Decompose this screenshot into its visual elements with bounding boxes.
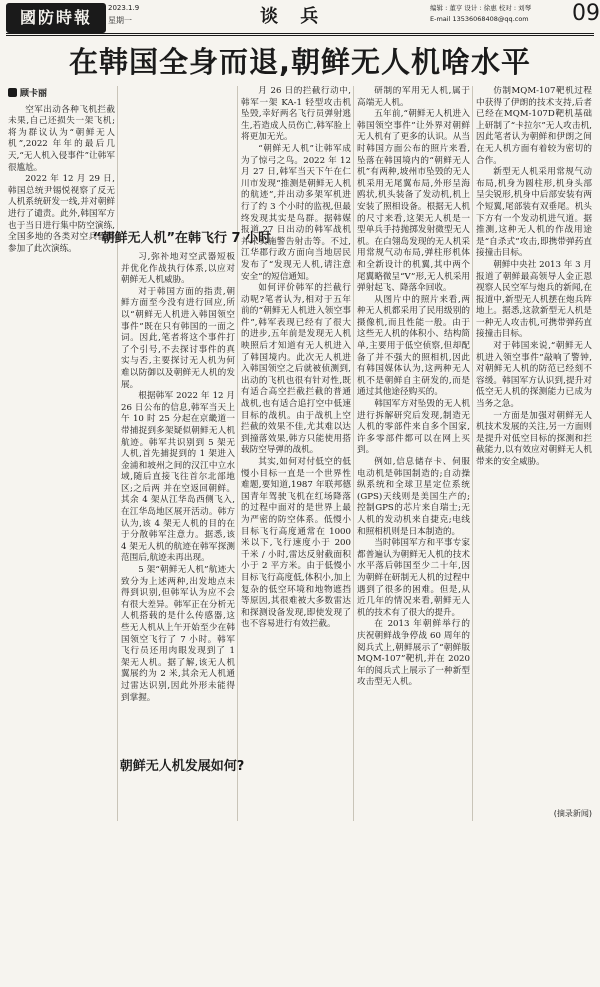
column-divider xyxy=(117,86,118,821)
column-divider xyxy=(237,86,238,821)
page-number: 09 xyxy=(572,1,600,26)
column-5-body xyxy=(476,86,592,469)
paragraph: 从图片中的照片来看,两种无人机都采用了民用级别的摄像机,而且性能一般。由于这些无人机的体积小、结构简单,主要用于低空侦察,但却配备了并不强大的照相机,因此有韩国媒体认为,这两种无人机不是朝鲜自主研发的,而是通过其他途径购买的。 xyxy=(357,294,470,398)
pen-icon xyxy=(8,88,17,97)
paragraph: 2022 年 12 月 29 日,韩国总统尹锡悦视察了反无人机系统研发一线,并对朝鲜进行了谴责。此外,韩国军方也于当日进行集中防空演练,全国多地的各类对空兵器都参加了此次演练。 xyxy=(8,174,115,254)
paragraph: 月 26 日的拦截行动中,韩军一架 KA-1 轻型攻击机坠毁,幸好两名飞行员弹射逃生,若造成人员伤亡,韩军脸上将更加无光。 xyxy=(241,86,351,143)
paragraph: 习,弥补地对空武器短板并优化作战执行体系,以应对朝鲜无人机威胁。 xyxy=(121,252,235,286)
column-4 xyxy=(357,86,470,821)
section-heading-2: 朝鲜无人机发展如何? xyxy=(119,759,245,774)
issue-date: 2023.1.9 xyxy=(108,4,140,12)
section-title: 谈 兵 xyxy=(260,6,327,27)
paragraph: 当时韩国军方和平事专家都普遍认为朝鲜无人机的技术水平落后韩国至少二十年,因为朝鲜在研制无人机的过程中遇到了很多的困难。但是,从近几年的情况来看,朝鲜无人机的技术有了很大的提升。 xyxy=(357,538,470,618)
column-4-body xyxy=(357,86,470,689)
masthead xyxy=(0,0,600,36)
column-divider xyxy=(472,86,473,821)
header-rule-thin xyxy=(6,35,594,36)
paragraph: 5 架“朝鲜无人机”航迹大致分为上述两种,出发地点未得到识别,但韩军认为应不会有很大差异。韩军正在分析无人机搭载的是什么传感器,这些无人机从上午开始至少在韩国领空飞行了 7 小时。韩军飞行员还用肉眼发现到了 1 架无人机。据了解,该无人机翼展约为 2 米,其余无人机通过雷达识别,因此外形未能得到掌握。 xyxy=(121,565,235,703)
article-headline: 在韩国全身而退,朝鲜无人机啥水平 xyxy=(68,45,532,79)
column-3 xyxy=(241,86,351,821)
paragraph: 对于韩国来说,“朝鲜无人机进入领空事件”敲响了警钟,对朝鲜无人机的防范已经刻不容缓。韩国军方认识到,提升对低空无人机的探测能力已成为当务之急。 xyxy=(476,341,592,410)
editor-credits: 编辑 : 董亨 设计 : 徐惠 校对 : 刘琴 xyxy=(430,4,532,12)
paragraph: 如何评价韩军的拦截行动呢?笔者认为,相对于五年前的“朝鲜无人机进入领空事件”,韩军表现已经有了很大的进步,五年前是发现无人机映照后才知道有无人机进入了韩国境内。此次无人机进入韩国领空之后就被侦测到,出动的飞机也很有针对性,既有适合高空拦截拦截的普通战机,也有适合追打空中低速目标的战机。由于战机上空拦截的效果不佳,尤其难以达到撞落效果,韩方只能使用搭载防空导弹的战机。 xyxy=(241,283,351,456)
source-note: (摘录新闻) xyxy=(553,809,592,818)
paragraph: 新型无人机采用常规气动布局,机身为圆柱形,机身头部呈尖锐形,机身中后部安装有两个短翼,尾部装有双垂尾。机头下方有一个发动机进气道。据推测,这种无人机的作战用途是“自杀式”攻击,即携带弹药直接撞击目标。 xyxy=(476,167,592,259)
paragraph: 仿制MQM-107靶机过程中获得了伊朗的技术支持,后者已经在MQM-107D靶机基础上研制了“卡拉尔”无人攻击机,因此笔者认为朝鲜和伊朗之间在无人机方面有着较为密切的合作。 xyxy=(476,86,592,166)
column-2 xyxy=(121,252,235,987)
contact-email: E-mail 13536068408@qq.com xyxy=(430,15,529,23)
paragraph: 韩国军方对坠毁的无人机进行拆解研究后发现,制造无人机的零部件来自多个国家,许多零部件都可以在网上买到。 xyxy=(357,399,470,456)
paragraph: 研制的军用无人机,属于高端无人机。 xyxy=(357,86,470,108)
paragraph: 其实,如何对付低空的低慢小目标一直是一个世界性难题,要知道,1987 年联邦德国青年驾驶飞机在红场降落的过程中面对的是世界上最为严密的防空体系。低慢小目标飞行高度通常在 1000 米以下,飞行速度小于 200 千米 / 小时,雷达反射截面积小于 2 平方米。由于低慢小目标飞行高度低,体积小,加上复杂的低空环境和地物遮挡等原因,其很难被大多数雷达和探测设备发现,即使发现了也不容易进行有效拦截。 xyxy=(241,457,351,630)
paragraph: 对于韩国方面的指责,朝鲜方面至今没有进行回应,所以“朝鲜无人机进入韩国领空事件”既在只有韩国的一面之词。因此,笔者将这个事件打了个引号,不去探讨事件的真实与否,主要探讨无人机为何难以防御以及朝鲜无人机的发展。 xyxy=(121,286,235,390)
paragraph: 根据韩军 2022 年 12 月 26 日公布的信息,韩军当天上午 10 时 25 分起在京畿道一带捕捉到多架疑似朝鲜无人机航迹。韩军共识别到 5 架无人机,首先捕捉到的 1 架进入金浦和坡州之间的汉江中立水域,随后直接飞往首尔北部地区;之后两 并在空返回朝鲜。其余 4 架从江华岛西侧飞入,在江华岛地区展开活动。韩方认为,该 4 架无人机的目的在于分散韩军注意力。据悉,该 4 架无人机的航迹在韩军探测范围后,航迹未再出现。 xyxy=(121,391,235,564)
column-2-body xyxy=(121,252,235,704)
column-3-body xyxy=(241,86,351,631)
paragraph: 空军出动各种飞机拦截未果,自己还损失一架飞机;将为群议认为“朝鲜无人机”,2022 年年的最后几天,“无人机入侵事件”让韩军很尴尬。 xyxy=(8,104,115,173)
paragraph: 一方面是加强对朝鲜无人机技术发展的关注,另一方面则是提升对低空目标的探测和拦截能力,以有效应对朝鲜无人机带来的安全威胁。 xyxy=(476,410,592,467)
section-heading-1: “朝鲜无人机”在韩飞行 7 小时 xyxy=(92,231,272,246)
paragraph: “朝鲜无人机”让韩军成为了惊弓之鸟。2022 年 12 月 27 日,韩军当天下午在仁川市发现“推测是朝鲜无人机的航迹”,并出动多架军机进行了约 3 个小时的监视,但最终发现其实是鸟群。据韩媒报道,27 日出动的韩军战机并未实施警告射击等。不过,江华郡行政方面向当地居民发布了“发现无人机,请注意安全”的短信通知。 xyxy=(241,143,351,282)
author-line xyxy=(8,88,115,101)
paragraph: 朝鲜中央社 2013 年 3 月报道了朝鲜最高领导人金正恩视察人民空军与炮兵的新闻,在报道中,新型无人机摆在炮兵阵地上。据悉,这款新型无人机是一种无人攻击机,可携带弹药直接撞击目标。 xyxy=(476,259,592,340)
paragraph: 例如,信息储存卡、伺服电动机是韩国制造的;自动操纵系统和全球卫星定位系统(GPS)天线则是美国生产的;控制GPS的芯片来自瑞士;无人机的发动机来自捷克;电线和照相机则是日本制造的。 xyxy=(357,457,470,537)
header-rule xyxy=(6,33,594,34)
paragraph: 在 2013 年朝鲜举行的庆祝朝鲜战争停战 60 周年的阅兵式上,朝鲜展示了“朝鲜版MQM-107”靶机,并在 2020 年的阅兵式上展示了一种新型攻击型无人机。 xyxy=(357,619,470,688)
column-1 xyxy=(8,86,115,821)
issue-weekday: 星期一 xyxy=(108,16,132,25)
column-5 xyxy=(476,86,592,804)
author-name: 顾卡丽 xyxy=(20,89,48,99)
paragraph: 五年前,“朝鲜无人机进入韩国领空事件”让外界对朝鲜无人机有了更多的认识。从当时韩国方面公布的照片来看,坠落在韩国境内的“朝鲜无人机”有两种,坡州市坠毁的无人机采用无尾翼布局,外形呈海鸥状,机头装备了发动机,机上安装了照相设备。根据无人机的尺寸来看,这架无人机是一型单兵手持抛掷发射微型无人机。在白翎岛发现的无人机采用常规气动布局,弹柱形机体和全新设计的机翼,其中两个尾翼略微呈“V”形,无人机采用弹射起飞、降落伞回收。 xyxy=(357,109,470,294)
column-divider xyxy=(353,86,354,821)
newspaper-logo: 國防時報 xyxy=(6,3,106,33)
